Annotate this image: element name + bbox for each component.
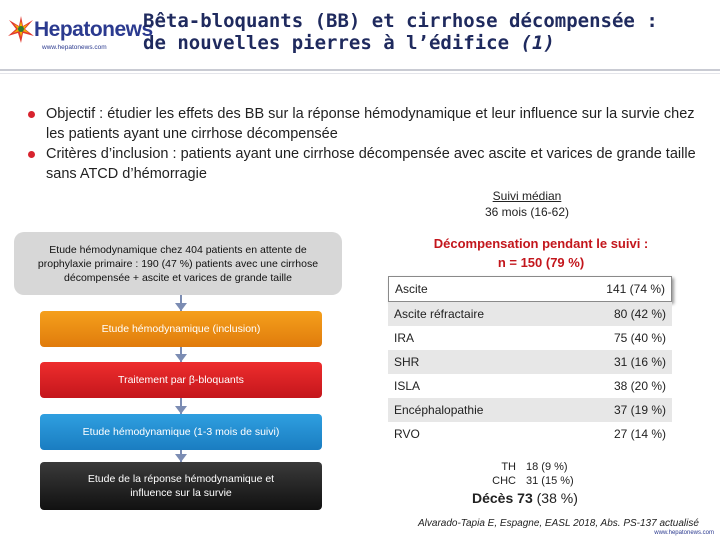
hepatonews-logo — [6, 8, 153, 56]
row-label: RVO — [394, 427, 420, 441]
row-label: Encéphalopathie — [394, 403, 484, 417]
other-row-th — [486, 460, 574, 474]
bullet-inclusion — [28, 144, 708, 184]
row-label: SHR — [394, 355, 420, 369]
row-value: 27 (14 %) — [613, 427, 666, 441]
row-value: 31 (16 %) — [613, 355, 666, 369]
header-divider — [0, 69, 720, 71]
other-value: 31 (15 %) — [526, 475, 574, 487]
other-value: 18 (9 %) — [526, 461, 568, 473]
table-row — [388, 326, 672, 350]
flow-step-label: Etude de la réponse hémodynamique et influence sur la survie — [87, 473, 275, 499]
row-label: ISLA — [394, 379, 421, 393]
deces-value: 73 — [517, 490, 533, 506]
row-value: 75 (40 %) — [613, 331, 666, 345]
flow-step-treatment — [40, 362, 322, 398]
decompensation-table — [388, 276, 672, 446]
bullet-text: Objectif : étudier les effets des BB sur la réponse hémodynamique et leur influence sur la survie chez les patients ayant une cirrhose décompensée — [46, 106, 695, 142]
row-label: IRA — [394, 331, 415, 345]
title-line-2: de nouvelles pierres à l’édifice — [143, 32, 510, 54]
suivi-median — [462, 188, 592, 220]
table-row — [388, 398, 672, 422]
flow-step-response — [40, 462, 322, 510]
decompensation-title-line-1: Décompensation pendant le suivi : — [433, 236, 649, 251]
flow-step-label: Etude hémodynamique (1-3 mois de suivi) — [82, 426, 280, 438]
intro-text: Etude hémodynamique chez 404 patients en attente de prophylaxie primaire : 190 (47 %) patients avec une cirrhose décompensée + ascite et varices de grande taille — [37, 243, 319, 284]
arrow-down-icon — [175, 354, 187, 362]
table-row — [388, 422, 672, 446]
flow-step-inclusion — [40, 311, 322, 347]
deces-pct: (38 %) — [536, 490, 578, 506]
bullet-text: Critères d’inclusion : patients ayant une cirrhose décompensée avec ascite et varices de grande taille sans ATCD d’hémorragie — [46, 146, 696, 182]
header-divider-shadow — [0, 73, 720, 74]
page-title — [143, 10, 658, 54]
bullet-dot-icon — [28, 151, 35, 158]
row-label: Ascite réfractaire — [394, 307, 485, 321]
row-value: 80 (42 %) — [613, 307, 666, 321]
table-row — [388, 302, 672, 326]
table-row — [388, 350, 672, 374]
deces-summary — [472, 490, 578, 506]
deces-label: Décès — [472, 490, 514, 506]
decompensation-title — [386, 234, 696, 272]
flow-step-label: Traitement par β-bloquants — [118, 374, 244, 386]
flow-step-label: Etude hémodynamique (inclusion) — [101, 323, 261, 335]
arrow-down-icon — [175, 303, 187, 311]
suivi-label: Suivi médian — [492, 189, 562, 203]
table-row — [388, 276, 672, 302]
logo-url: www.hepatonews.com — [42, 44, 107, 51]
other-row-chc — [486, 474, 574, 488]
flow-step-followup — [40, 414, 322, 450]
title-line-1: Bêta-bloquants (BB) et cirrhose décompensée : — [143, 10, 658, 32]
decompensation-title-line-2: n = 150 (79 %) — [497, 255, 585, 270]
suivi-value: 36 mois (16-62) — [484, 205, 570, 219]
other-label: TH — [501, 461, 516, 473]
row-value: 37 (19 %) — [613, 403, 666, 417]
row-label: Ascite — [395, 282, 428, 296]
row-value: 38 (20 %) — [613, 379, 666, 393]
other-label: CHC — [492, 475, 516, 487]
bullet-objectif — [28, 104, 708, 144]
citation: Alvarado-Tapia E, Espagne, EASL 2018, Abs. PS-137 actualisé — [418, 518, 699, 529]
bullet-dot-icon — [28, 111, 35, 118]
logo-name: Hepatonews — [34, 18, 153, 41]
table-row — [388, 374, 672, 398]
bullet-list — [28, 104, 708, 184]
intro-box — [14, 232, 342, 295]
row-value: 141 (74 %) — [606, 282, 665, 296]
arrow-down-icon — [175, 454, 187, 462]
other-events — [486, 460, 574, 488]
logo-star-icon — [6, 14, 36, 44]
arrow-down-icon — [175, 406, 187, 414]
title-ref: (1) — [520, 32, 555, 54]
footer-url: www.hepatonews.com — [654, 530, 714, 536]
